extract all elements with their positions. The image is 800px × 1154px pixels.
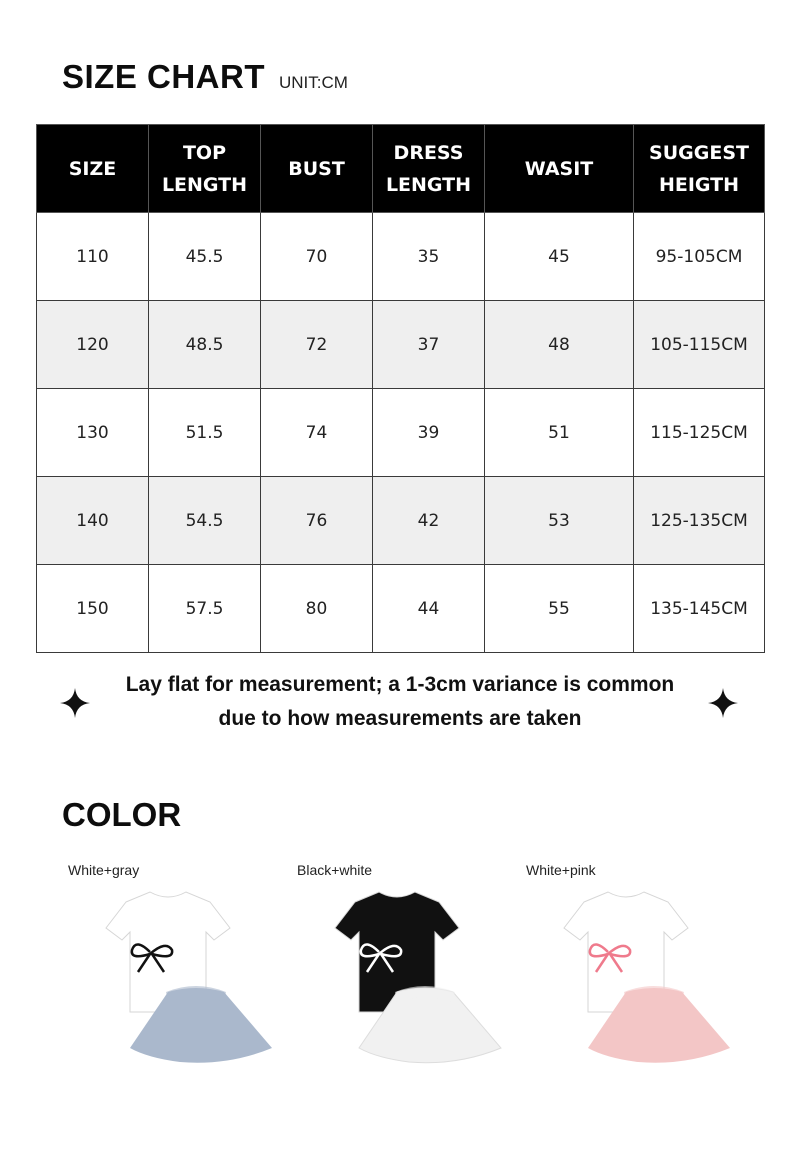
table-cell: 57.5 — [149, 565, 261, 653]
column-header-dress-length: DRESS LENGTH — [373, 125, 485, 213]
color-option-white-pink[interactable] — [526, 858, 756, 1068]
outfit-image — [68, 880, 298, 1068]
color-option-white-gray[interactable] — [68, 858, 298, 1068]
note-text — [80, 668, 720, 736]
table-cell: 135-145CM — [634, 565, 765, 653]
table-cell: 51.5 — [149, 389, 261, 477]
table-cell: 48 — [485, 301, 634, 389]
color-option-black-white[interactable] — [297, 858, 527, 1068]
note-line-2: due to how measurements are taken — [218, 707, 582, 730]
table-row — [37, 301, 765, 389]
column-header-top-length: TOP LENGTH — [149, 125, 261, 213]
note-line-1: Lay flat for measurement; a 1-3cm variance is common — [125, 673, 675, 696]
table-cell: 130 — [37, 389, 149, 477]
table-cell: 70 — [261, 213, 373, 301]
table-cell: 76 — [261, 477, 373, 565]
table-cell: 35 — [373, 213, 485, 301]
unit-label: UNIT:CM — [279, 73, 348, 92]
table-cell: 74 — [261, 389, 373, 477]
table-cell: 53 — [485, 477, 634, 565]
measurement-note — [0, 668, 800, 738]
table-cell: 95-105CM — [634, 213, 765, 301]
color-section-title: COLOR — [62, 796, 182, 833]
table-cell: 42 — [373, 477, 485, 565]
table-cell: 45.5 — [149, 213, 261, 301]
table-row — [37, 389, 765, 477]
table-cell: 115-125CM — [634, 389, 765, 477]
table-cell: 54.5 — [149, 477, 261, 565]
column-header-suggest-height: SUGGEST HEIGTH — [634, 125, 765, 213]
table-cell: 45 — [485, 213, 634, 301]
page-title: SIZE CHART — [62, 58, 265, 95]
size-chart-header — [62, 58, 348, 96]
table-cell: 125-135CM — [634, 477, 765, 565]
column-header-size: SIZE — [37, 125, 149, 213]
table-cell: 55 — [485, 565, 634, 653]
table-row — [37, 477, 765, 565]
size-table — [36, 124, 765, 653]
table-cell: 140 — [37, 477, 149, 565]
table-row — [37, 565, 765, 653]
outfit-image — [297, 880, 527, 1068]
table-header-row — [37, 125, 765, 213]
table-cell: 80 — [261, 565, 373, 653]
column-header-bust: BUST — [261, 125, 373, 213]
table-cell: 72 — [261, 301, 373, 389]
table-cell: 48.5 — [149, 301, 261, 389]
table-cell: 150 — [37, 565, 149, 653]
color-option-label: White+gray — [68, 862, 140, 878]
sparkle-icon — [708, 688, 738, 718]
table-cell: 39 — [373, 389, 485, 477]
column-header-waist: WASIT — [485, 125, 634, 213]
table-cell: 110 — [37, 213, 149, 301]
table-cell: 51 — [485, 389, 634, 477]
color-option-label: Black+white — [297, 862, 373, 878]
table-cell: 120 — [37, 301, 149, 389]
outfit-image — [526, 880, 756, 1068]
color-option-label: White+pink — [526, 862, 596, 878]
table-cell: 105-115CM — [634, 301, 765, 389]
table-row — [37, 213, 765, 301]
table-cell: 37 — [373, 301, 485, 389]
table-cell: 44 — [373, 565, 485, 653]
